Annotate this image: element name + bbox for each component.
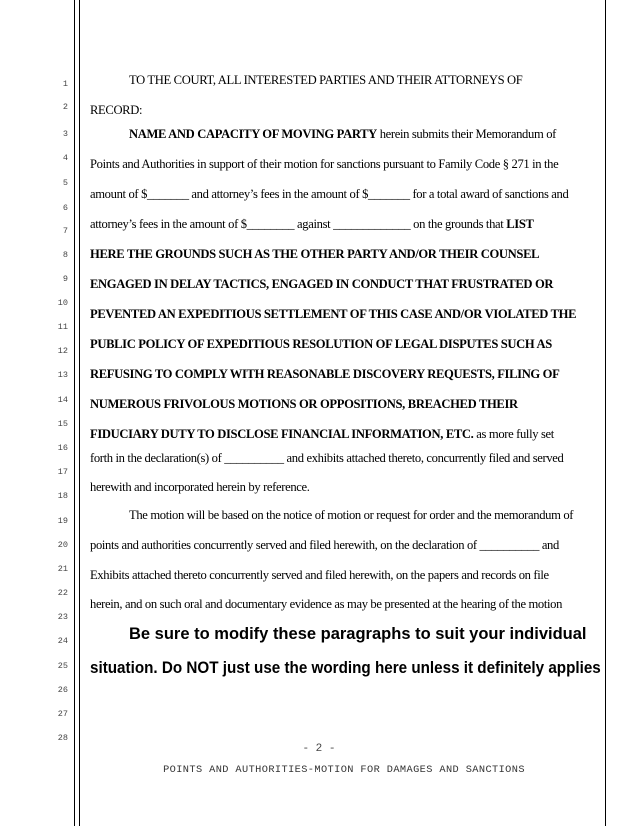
line-number: 7 <box>62 226 68 236</box>
line-number: 27 <box>57 709 68 719</box>
bold-text: FIDUCIARY DUTY TO DISCLOSE FINANCIAL INFORMATION, ETC. <box>90 427 474 441</box>
line-number: 2 <box>62 102 68 112</box>
body-text: as more fully set <box>473 427 554 441</box>
body-line <box>90 597 562 612</box>
body-text: Exhibits attached thereto concurrently served and filed herewith, on the papers and records on file <box>90 568 549 582</box>
body-line <box>90 277 553 292</box>
line-number: 20 <box>57 540 68 550</box>
body-line <box>90 367 559 382</box>
body-text: herein submits their Memorandum of <box>376 127 556 141</box>
left-margin-rule-outer <box>74 0 75 826</box>
body-text: herein, and on such oral and documentary evidence as may be presented at the hearing of the motion <box>90 597 563 611</box>
line-number: 15 <box>57 419 68 429</box>
body-line <box>90 187 568 202</box>
line-number: 5 <box>62 178 68 188</box>
right-margin-rule <box>605 0 606 826</box>
left-margin-rule-inner <box>79 0 80 826</box>
bold-text: LIST <box>506 217 534 231</box>
line-number: 26 <box>57 685 68 695</box>
body-text: forth in the declaration(s) of __________ and exhibits attached thereto, concurrently filed and served <box>90 451 564 465</box>
line-number: 17 <box>57 467 68 477</box>
line-number: 21 <box>57 564 68 574</box>
bold-text: REFUSING TO COMPLY WITH REASONABLE DISCOVERY REQUESTS, FILING OF <box>90 367 560 381</box>
body-line <box>90 427 554 442</box>
body-text: RECORD: <box>90 103 143 117</box>
body-line <box>90 103 142 118</box>
line-number: 24 <box>57 636 68 646</box>
line-number: 4 <box>62 153 68 163</box>
bold-text: PEVENTED AN EXPEDITIOUS SETTLEMENT OF THIS CASE AND/OR VIOLATED THE <box>90 307 577 321</box>
body-line <box>90 157 558 172</box>
body-text: herewith and incorporated herein by reference. <box>90 480 310 494</box>
line-number: 13 <box>57 370 68 380</box>
instruction-note-line: situation. Do NOT just use the wording here unless it definitely applies <box>90 659 601 677</box>
bold-text: NAME AND CAPACITY OF MOVING PARTY <box>129 127 377 141</box>
body-line <box>129 73 522 88</box>
line-number: 8 <box>62 250 68 260</box>
body-line <box>90 568 549 583</box>
line-number: 10 <box>57 298 68 308</box>
body-text: TO THE COURT, ALL INTERESTED PARTIES AND THEIR ATTORNEYS OF <box>129 73 523 87</box>
bold-text: HERE THE GROUNDS SUCH AS THE OTHER PARTY AND/OR THEIR COUNSEL <box>90 247 540 261</box>
line-number: 12 <box>57 346 68 356</box>
body-line <box>90 307 576 322</box>
body-line <box>90 397 518 412</box>
body-text: points and authorities concurrently served and filed herewith, on the declaration of __________ and <box>90 538 559 552</box>
body-text: amount of $_______ and attorney’s fees in the amount of $_______ for a total award of sanctions and <box>90 187 569 201</box>
line-number: 9 <box>62 274 68 284</box>
line-number: 14 <box>57 395 68 405</box>
body-line <box>129 127 556 142</box>
bold-text: NUMEROUS FRIVOLOUS MOTIONS OR OPPOSITIONS, BREACHED THEIR <box>90 397 518 411</box>
body-text: Points and Authorities in support of their motion for sanctions pursuant to Family Code § 271 in the <box>90 157 559 171</box>
line-number: 6 <box>62 203 68 213</box>
body-line <box>90 538 559 553</box>
body-line <box>129 508 573 523</box>
body-text: The motion will be based on the notice of motion or request for order and the memorandum of <box>129 508 574 522</box>
line-number: 1 <box>62 79 68 89</box>
bold-text: ENGAGED IN DELAY TACTICS, ENGAGED IN CONDUCT THAT FRUSTRATED OR <box>90 277 554 291</box>
instruction-note-line: Be sure to modify these paragraphs to suit your individual <box>129 625 587 643</box>
body-line <box>90 480 310 495</box>
line-number: 22 <box>57 588 68 598</box>
line-number: 16 <box>57 443 68 453</box>
body-text: attorney’s fees in the amount of $________ against _____________ on the grounds that <box>90 217 507 231</box>
line-number: 18 <box>57 491 68 501</box>
page-number: - 2 - <box>302 743 336 755</box>
line-number: 3 <box>62 129 68 139</box>
body-line <box>90 337 552 352</box>
body-line <box>90 217 534 232</box>
line-number: 25 <box>57 661 68 671</box>
body-line <box>90 247 539 262</box>
line-number: 23 <box>57 612 68 622</box>
body-line <box>90 451 563 466</box>
line-number: 11 <box>57 322 68 332</box>
line-number: 19 <box>57 516 68 526</box>
line-number: 28 <box>57 733 68 743</box>
bold-text: PUBLIC POLICY OF EXPEDITIOUS RESOLUTION OF LEGAL DISPUTES SUCH AS <box>90 337 552 351</box>
footer-title: POINTS AND AUTHORITIES-MOTION FOR DAMAGES AND SANCTIONS <box>163 764 525 776</box>
